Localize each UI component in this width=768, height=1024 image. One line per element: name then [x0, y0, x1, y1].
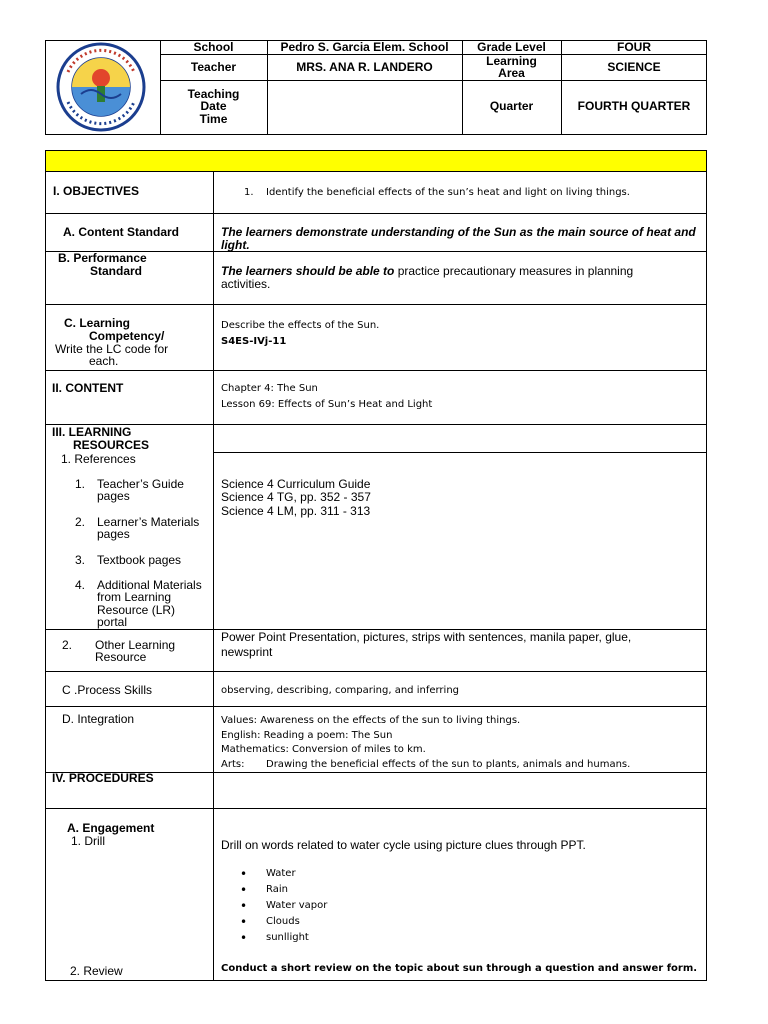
tg-number: 1. [75, 477, 86, 491]
integration-math: Mathematics: Conversion of miles to km. [221, 744, 426, 755]
quarter-value: FOURTH QUARTER [577, 99, 691, 113]
objective-number: 1. [244, 187, 254, 198]
content-lesson: Lesson 69: Effects of Sun’s Heat and Light [221, 399, 433, 410]
review-label: 2. Review [70, 964, 123, 978]
list-item: • Water [240, 866, 327, 882]
time-label: Time [199, 112, 228, 126]
content-standard-text: The learners demonstrate understanding of the Sun as the main source of heat and light. [221, 225, 696, 252]
date-label: Date [200, 99, 227, 113]
tb-number: 3. [75, 553, 86, 567]
integration-english: English: Reading a poem: The Sun [221, 730, 393, 741]
integration-label: D. Integration [62, 712, 135, 726]
engagement-label: A. Engagement [67, 821, 155, 835]
learning-area-value: SCIENCE [607, 60, 661, 74]
content-chapter: Chapter 4: The Sun [221, 383, 318, 394]
drill-word-list [240, 866, 327, 946]
school-label: School [193, 40, 234, 54]
quarter-label: Quarter [489, 99, 534, 113]
performance-standard-label-2: Standard [90, 264, 143, 278]
list-item: • Clouds [240, 914, 327, 930]
other-resource-label-1: Other Learning [95, 638, 176, 652]
lm-label-2: pages [97, 527, 130, 541]
lm-label-1: Learner’s Materials [97, 515, 200, 529]
am-label-3: Resource (LR) [97, 603, 176, 617]
reference-2: Science 4 TG, pp. 352 - 357 [221, 490, 371, 504]
references-label: 1. References [61, 452, 136, 466]
reference-3: Science 4 LM, pp. 311 - 313 [221, 504, 371, 518]
competency-label-3: Write the LC code for [55, 342, 169, 356]
tg-label-1: Teacher’s Guide [97, 477, 184, 491]
competency-text: Describe the effects of the Sun. [221, 320, 380, 331]
teaching-label: Teaching [187, 87, 240, 101]
grade-label: Grade Level [477, 40, 546, 54]
am-label-4: portal [97, 615, 128, 629]
objective-text: Identify the beneficial effects of the sun’s heat and light on living things. [266, 187, 630, 198]
performance-standard-lead: The learners should be able to [221, 264, 395, 278]
am-number: 4. [75, 578, 86, 592]
tg-label-2: pages [97, 489, 130, 503]
other-resource-label-2: Resource [95, 650, 147, 664]
process-skills-text: observing, describing, comparing, and inferring [221, 685, 460, 696]
reference-1: Science 4 Curriculum Guide [221, 477, 371, 491]
integration-values: Values: Awareness on the effects of the sun to living things. [221, 715, 521, 726]
drill-text: Drill on words related to water cycle using picture clues through PPT. [221, 838, 586, 852]
performance-standard-rest: practice precautionary measures in planning activities. [221, 264, 634, 291]
teacher-value: MRS. ANA R. LANDERO [296, 60, 433, 74]
am-label-1: Additional Materials [97, 578, 202, 592]
list-item: • Rain [240, 882, 327, 898]
list-item: • Water vapor [240, 898, 327, 914]
integration-arts-text: Drawing the beneficial effects of the sun to plants, animals and humans. [266, 759, 631, 770]
am-label-2: from Learning [97, 590, 172, 604]
competency-label-1: C. Learning [64, 316, 131, 330]
process-skills-label: C .Process Skills [62, 683, 153, 697]
other-resource-text-1: Power Point Presentation, pictures, strips with sentences, manila paper, glue, [221, 630, 632, 644]
drill-label: 1. Drill [71, 834, 106, 848]
other-resource-text-2: newsprint [221, 645, 273, 659]
resources-label-1: III. LEARNING [52, 425, 132, 439]
competency-code: S4ES-IVj-11 [221, 336, 287, 347]
competency-label-4: each. [89, 354, 119, 368]
competency-label-2: Competency/ [89, 329, 165, 343]
teacher-label: Teacher [190, 60, 237, 74]
school-value: Pedro S. Garcia Elem. School [280, 40, 449, 54]
learning-area-label-1: Learning [486, 54, 537, 68]
school-logo [48, 42, 154, 132]
review-text: Conduct a short review on the topic about sun through a question and answer form. [221, 963, 698, 974]
content-standard-label: A. Content Standard [63, 225, 179, 239]
performance-standard-text [221, 265, 661, 291]
tb-label: Textbook pages [97, 553, 182, 567]
integration-arts-label: Arts: [221, 759, 245, 770]
other-resource-number: 2. [62, 638, 73, 652]
content-label: II. CONTENT [52, 381, 124, 395]
procedures-label: IV. PROCEDURES [52, 771, 154, 785]
performance-standard-label-1: B. Performance [58, 251, 147, 265]
learning-area-label-2: Area [498, 66, 525, 80]
objectives-label: I. OBJECTIVES [53, 184, 140, 198]
list-item: • sunllight [240, 930, 327, 946]
resources-label-2: RESOURCES [73, 438, 150, 452]
lm-number: 2. [75, 515, 86, 529]
grade-value: FOUR [617, 40, 651, 54]
